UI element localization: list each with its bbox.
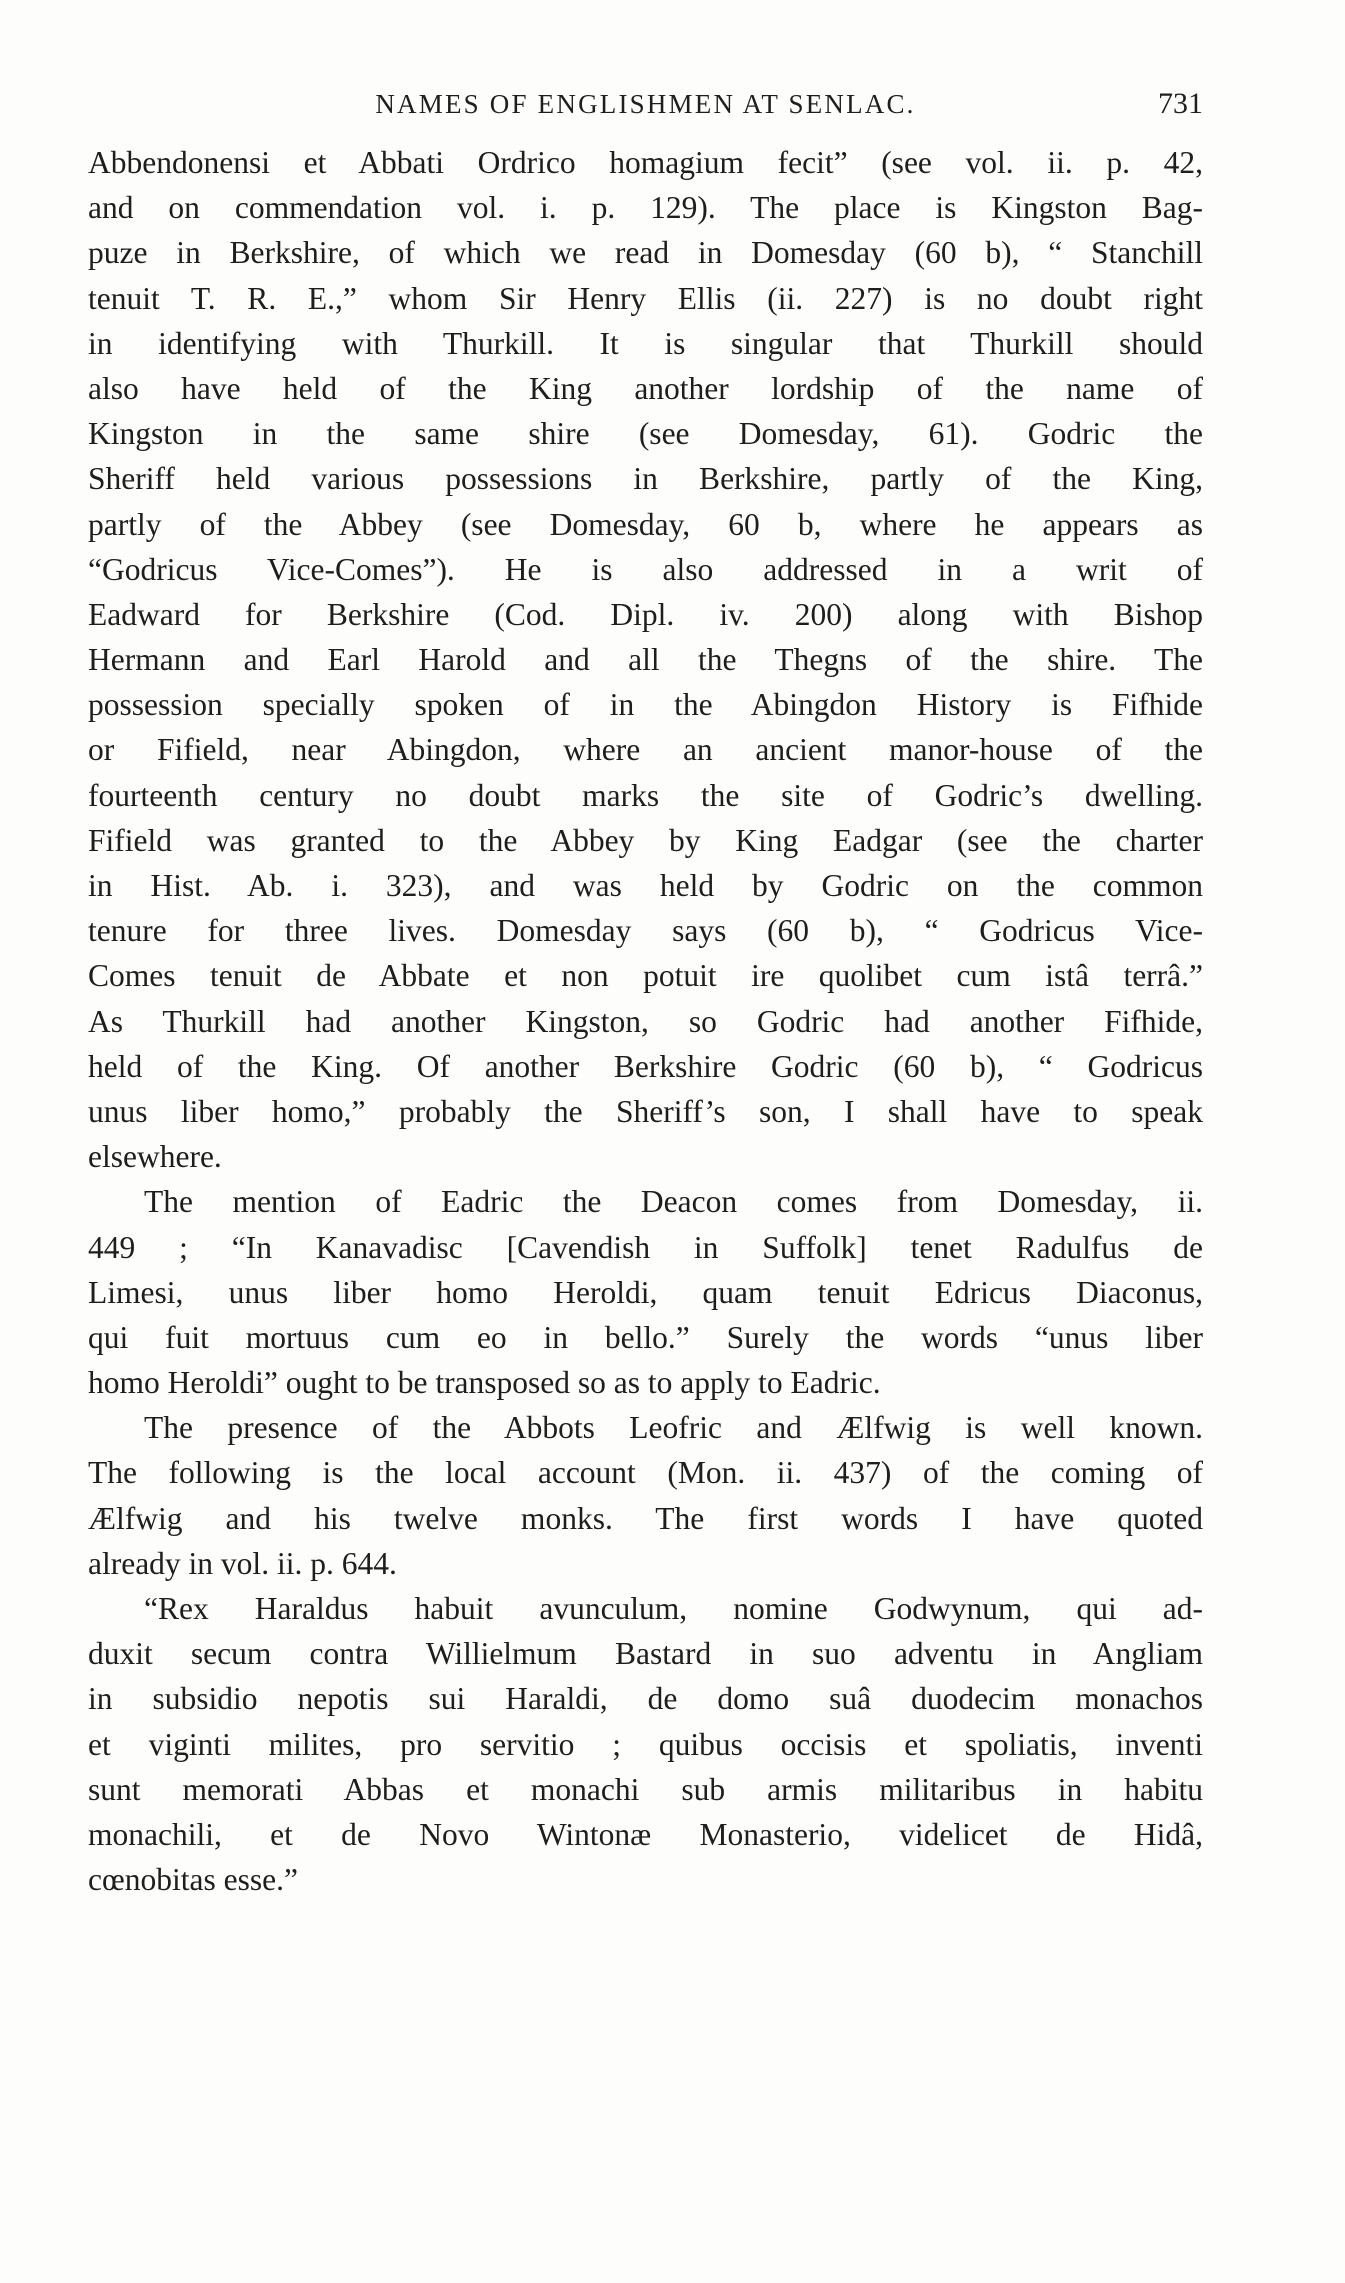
text-line: also have held of the King another lordship of the name of — [88, 370, 1203, 406]
text-line: “Godricus Vice-Comes”). He is also addressed in a writ of — [88, 551, 1203, 587]
text-line: and on commendation vol. i. p. 129). The place is Kingston Bag- — [88, 190, 1203, 226]
text-line: The following is the local account (Mon. ii. 437) of the coming of — [88, 1455, 1203, 1491]
text-line: homo Heroldi” ought to be transposed so as to apply to Eadric. — [88, 1365, 881, 1401]
text-line: Eadward for Berkshire (Cod. Dipl. iv. 200) along with Bishop — [88, 596, 1203, 632]
text-line: tenuit T. R. E.,” whom Sir Henry Ellis (ii. 227) is no doubt right — [88, 280, 1203, 316]
running-head — [88, 84, 1203, 124]
text-line: “Rex Haraldus habuit avunculum, nomine Godwynum, qui ad- — [144, 1591, 1203, 1626]
text-line: The mention of Eadric the Deacon comes from Domesday, ii. — [144, 1184, 1203, 1220]
text-line: Hermann and Earl Harold and all the Thegns of the shire. The — [88, 642, 1203, 678]
text-line: puze in Berkshire, of which we read in Domesday (60 b), “ Stanchill — [88, 235, 1203, 271]
text-line: Abbendonensi et Abbati Ordrico homagium fecit” (see vol. ii. p. 42, — [88, 145, 1203, 180]
body-text — [88, 140, 1203, 1902]
text-line: 449 ; “In Kanavadisc [Cavendish in Suffolk] tenet Radulfus de — [88, 1229, 1203, 1265]
text-line: Fifield was granted to the Abbey by King Eadgar (see the charter — [88, 822, 1203, 858]
text-line: in subsidio nepotis sui Haraldi, de domo suâ duodecim monachos — [88, 1681, 1203, 1717]
text-line: The presence of the Abbots Leofric and Ælfwig is well known. — [144, 1410, 1203, 1446]
text-line: tenure for three lives. Domesday says (60 b), “ Godricus Vice- — [88, 913, 1203, 949]
text-line: Limesi, unus liber homo Heroldi, quam tenuit Edricus Diaconus, — [88, 1274, 1203, 1310]
text-line: sunt memorati Abbas et monachi sub armis militaribus in habitu — [88, 1771, 1203, 1807]
text-line: unus liber homo,” probably the Sheriff’s son, I shall have to speak — [88, 1093, 1203, 1129]
text-line: possession specially spoken of in the Abingdon History is Fifhide — [88, 687, 1203, 723]
text-line: or Fifield, near Abingdon, where an ancient manor-house of the — [88, 732, 1203, 768]
text-line: monachili, et de Novo Wintonæ Monasterio, videlicet de Hidâ, — [88, 1816, 1203, 1852]
text-line: partly of the Abbey (see Domesday, 60 b, where he appears as — [88, 506, 1203, 542]
text-line: As Thurkill had another Kingston, so Godric had another Fifhide, — [88, 1003, 1203, 1039]
text-line: held of the King. Of another Berkshire Godric (60 b), “ Godricus — [88, 1048, 1203, 1084]
text-line: Comes tenuit de Abbate et non potuit ire quolibet cum istâ terrâ.” — [88, 958, 1203, 994]
text-line: qui fuit mortuus cum eo in bello.” Surely the words “unus liber — [88, 1319, 1203, 1355]
text-line: Ælfwig and his twelve monks. The first words I have quoted — [88, 1500, 1203, 1536]
text-line: already in vol. ii. p. 644. — [88, 1545, 397, 1581]
running-title: NAMES OF ENGLISHMEN AT SENLAC. — [375, 89, 916, 119]
text-line: Sheriff held various possessions in Berkshire, partly of the King, — [88, 461, 1203, 497]
text-line: in Hist. Ab. i. 323), and was held by Godric on the common — [88, 868, 1203, 903]
text-line: et viginti milites, pro servitio ; quibus occisis et spoliatis, inventi — [88, 1726, 1203, 1762]
text-line: Kingston in the same shire (see Domesday, 61). Godric the — [88, 416, 1203, 452]
text-line: cœnobitas esse.” — [88, 1862, 298, 1898]
page-number: 731 — [1158, 87, 1203, 120]
text-line: elsewhere. — [88, 1139, 222, 1175]
text-line: in identifying with Thurkill. It is singular that Thurkill should — [88, 325, 1203, 361]
text-line: fourteenth century no doubt marks the site of Godric’s dwelling. — [88, 777, 1203, 813]
text-line: duxit secum contra Willielmum Bastard in suo adventu in Angliam — [88, 1636, 1203, 1672]
